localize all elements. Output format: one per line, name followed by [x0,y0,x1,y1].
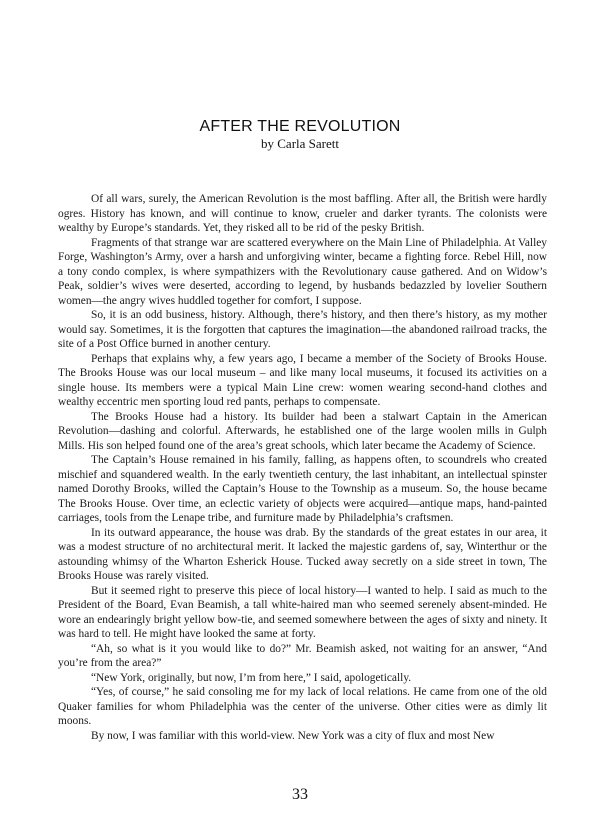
paragraph: “Yes, of course,” he said consoling me for my lack of local relations. He came from one of the old Quaker families for whom Philadelphia was the center of the universe. Other cities were as dimly lit moons. [58,686,547,727]
paragraph: Fragments of that strange war are scattered everywhere on the Main Line of Philadelphia. At Valley Forge, Washington’s Army, over a harsh and unforgiving winter, became a fighting force. Rebel Hill, now a tony condo complex, is where sympathizers with the Revolutionary cause gathered. And on Widow’s Peak, soldier’s wives were deserted, according to legend, by husbands bedazzled by lovelier Southern women—the angry wives huddled together for comfort, I suppose. [58,236,547,307]
paragraph: “New York, originally, but now, I’m from here,” I said, apologetically. [91,671,412,684]
paragraph: “Ah, so what is it you would like to do?” Mr. Beamish asked, not waiting for an answer, “And you’re from the area?” [58,642,547,669]
page-number: 33 [292,786,308,803]
paragraph: Perhaps that explains why, a few years ago, I became a member of the Society of Brooks House. The Brooks House was our local museum – and like many local museums, it focused its activities on a single house. Its members were a typical Main Line crew: women wearing second-hand clothes and wealthy eccentric men sporting loud red pants, perhaps to compensate. [58,352,547,408]
paragraph: The Captain’s House remained in his family, falling, as happens often, to scoundrels who created mischief and squandered wealth. In the early twentieth century, the last inhabitant, an intellectual spinster named Dorothy Brooks, willed the Captain’s House to the Township as a museum. So, the house became The Brooks House. Over time, an eclectic variety of objects were acquired—antique maps, hand-painted carriages, tools from the Lenape tribe, and furniture made by Philadelphia’s craftsmen. [58,454,547,524]
story-title: AFTER THE REVOLUTION [199,118,401,135]
paragraph: But it seemed right to preserve this piece of local history—I wanted to help. I said as much to the President of the Board, Evan Beamish, a tall white-haired man who seemed serenely absent-minded. He wore an endearingly bright yellow bow-tie, and seemed somewhere between the ages of sixty and ninety. It was hard to tell. He might have looked the same at forty. [58,584,547,640]
paragraph: By now, I was familiar with this world-view. New York was a city of flux and most New [91,729,495,742]
story-body [58,192,547,743]
paragraph: Of all wars, surely, the American Revolution is the most baffling. After all, the British were hardly ogres. History has known, and will continue to know, crueler and darker tyrants. The colonists were wealthy by Europe’s standards. Yet, they risked all to be rid of the pesky British. [58,193,547,234]
paragraph: So, it is an odd business, history. Although, there’s history, and then there’s history, as my mother would say. Sometimes, it is the forgotten that captures the imagination—the abandoned railroad tracks, the site of a Post Office burned in another century. [58,309,547,350]
paragraph: The Brooks House had a history. Its builder had been a stalwart Captain in the American Revolution—dashing and colorful. Afterwards, he established one of the large woolen mills in Gulph Mills. His son helped found one of the area’s great schools, which later became the Academy of Science. [58,410,547,452]
paragraph: In its outward appearance, the house was drab. By the standards of the great estates in our area, it was a modest structure of no architectural merit. It lacked the majestic gardens of, say, Winterthur or the astounding whimsy of the Wharton Esherick House. Tucked away secretly on a side street in town, The Brooks House was rarely visited. [58,526,547,582]
author-byline: by Carla Sarett [261,136,339,151]
